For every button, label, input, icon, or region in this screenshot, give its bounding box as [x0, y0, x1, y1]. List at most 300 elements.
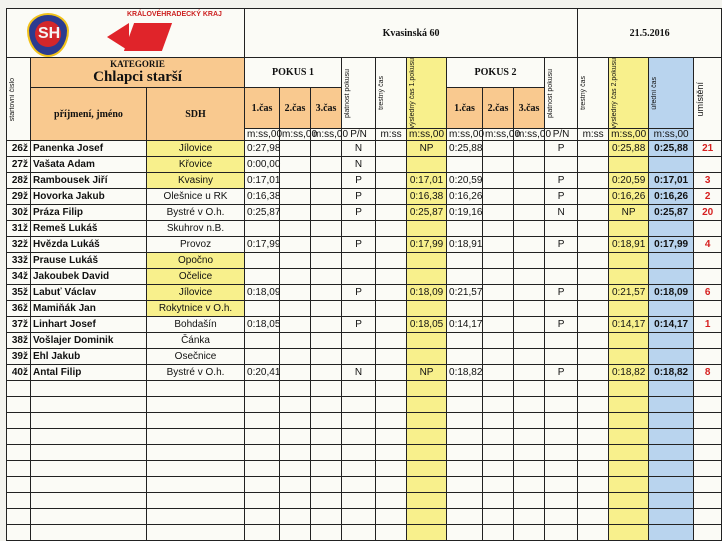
pokus1-vysledny [407, 301, 447, 317]
table-cell [694, 413, 722, 429]
competitor-name: Rambousek Jiří [31, 173, 147, 189]
table-cell [545, 525, 578, 541]
pokus2-cas1 [447, 221, 483, 237]
pokus2-platnost: N [545, 205, 578, 221]
pokus1-cas2 [280, 365, 311, 381]
table-cell [407, 461, 447, 477]
table-cell [483, 381, 514, 397]
pokus2-vysledny: 0:16,26 [609, 189, 649, 205]
table-row [7, 157, 722, 173]
uredni-cas: 0:25,87 [649, 205, 694, 221]
pokus2-trestny [578, 141, 609, 157]
pokus2-trestny [578, 237, 609, 253]
pokus2-cas3 [514, 317, 545, 333]
table-cell [609, 429, 649, 445]
pokus2-cas1: 0:19,16 [447, 205, 483, 221]
table-cell [245, 477, 280, 493]
pokus1-vysledny: NP [407, 365, 447, 381]
pokus1-platnost [342, 221, 376, 237]
table-cell [245, 493, 280, 509]
table-row [7, 205, 722, 221]
table-cell [280, 445, 311, 461]
table-cell [483, 445, 514, 461]
table-cell [311, 381, 342, 397]
empty-row [7, 461, 722, 477]
table-cell [545, 509, 578, 525]
pokus1-cas3 [311, 285, 342, 301]
pokus1-trestny [376, 157, 407, 173]
table-cell [147, 397, 245, 413]
table-row [7, 317, 722, 333]
pokus1-vysledny: 0:25,87 [407, 205, 447, 221]
pokus2-cas1: 0:18,91 [447, 237, 483, 253]
table-cell [447, 445, 483, 461]
pokus1-platnost [342, 253, 376, 269]
pokus1-vysledny: 0:16,38 [407, 189, 447, 205]
table-cell [376, 525, 407, 541]
table-row [7, 173, 722, 189]
pokus2-cas2 [483, 365, 514, 381]
table-row [7, 221, 722, 237]
table-cell [147, 509, 245, 525]
table-cell [7, 461, 31, 477]
table-cell [31, 429, 147, 445]
table-cell [649, 397, 694, 413]
pokus1-cas1: 0:25,87 [245, 205, 280, 221]
table-cell [342, 525, 376, 541]
sdh-name: Bohdašín [147, 317, 245, 333]
pokus1-cas2 [280, 237, 311, 253]
pokus2-cas1 [447, 157, 483, 173]
table-cell [311, 413, 342, 429]
start-number: 35ž [7, 285, 31, 301]
empty-row [7, 525, 722, 541]
pokus2-cas2 [483, 317, 514, 333]
placement: 21 [694, 141, 722, 157]
table-row [7, 301, 722, 317]
table-cell [447, 381, 483, 397]
uredni-cas [649, 157, 694, 173]
pokus1-cas2 [280, 285, 311, 301]
table-cell [649, 413, 694, 429]
pokus2-cas1: 0:25,88 [447, 141, 483, 157]
pokus2-cas3 [514, 333, 545, 349]
table-cell [376, 445, 407, 461]
table-cell [407, 525, 447, 541]
pokus1-cas3 [311, 205, 342, 221]
pokus1-trestny [376, 173, 407, 189]
start-number: 40ž [7, 365, 31, 381]
competitor-name: Mamiňák Jan [31, 301, 147, 317]
pokus2-vysledny [609, 269, 649, 285]
pokus1-platnost: N [342, 141, 376, 157]
empty-row [7, 381, 722, 397]
pokus2-cas3 [514, 237, 545, 253]
pokus1-vysledny [407, 157, 447, 173]
competitor-name: Prause Lukáš [31, 253, 147, 269]
pokus2-trestny [578, 301, 609, 317]
table-cell [147, 493, 245, 509]
pokus2-trestny [578, 349, 609, 365]
table-cell [7, 413, 31, 429]
pokus1-cas1 [245, 333, 280, 349]
pokus2-cas3 [514, 301, 545, 317]
pokus2-cas2 [483, 157, 514, 173]
pokus2-platnost: P [545, 173, 578, 189]
table-cell [280, 381, 311, 397]
table-cell [280, 493, 311, 509]
placement: 8 [694, 365, 722, 381]
pokus2-cas3 [514, 253, 545, 269]
pokus1-cas1: 0:00,00 [245, 157, 280, 173]
table-cell [649, 509, 694, 525]
start-number: 28ž [7, 173, 31, 189]
competitor-name: Antal Filip [31, 365, 147, 381]
pokus2-platnost: P [545, 141, 578, 157]
table-cell [376, 381, 407, 397]
table-cell [514, 509, 545, 525]
table-cell [514, 493, 545, 509]
table-cell [31, 509, 147, 525]
pokus2-vysledny: 0:18,91 [609, 237, 649, 253]
table-cell [407, 493, 447, 509]
start-number: 38ž [7, 333, 31, 349]
placement [694, 269, 722, 285]
pokus1-cas3 [311, 157, 342, 173]
sdh-name: Rokytnice v O.h. [147, 301, 245, 317]
table-cell [578, 477, 609, 493]
table-cell [31, 381, 147, 397]
table-cell [483, 493, 514, 509]
table-cell [545, 429, 578, 445]
pokus1-cas1: 0:27,98 [245, 141, 280, 157]
table-cell [280, 477, 311, 493]
table-row [7, 333, 722, 349]
table-cell [342, 397, 376, 413]
table-cell [7, 509, 31, 525]
pokus2-platnost: P [545, 317, 578, 333]
pokus2-platnost: P [545, 237, 578, 253]
results-table: SH KRÁLOVÉHRADECKÝ KRAJ Kvasinská 60 21.5.2016 startovní číslo KATEGORIE Chlapci starší POKUS 1 platnost pokusu trestný čas výsledný čas 1.pokusu POKUS 2 platnost pokusu trestný čas výsledný čas 2.pokusu úřední čas umístění příjmení, jméno SDH 1.čas 2.čas 3.čas 1.čas 2.čas 3.čas m:ss,00 m:ss,00 m:ss,00 P/N m:ss m:ss,00 m:ss,00 m:ss,00 m:ss,00 P/N m:ss m:ss,00 m:ss,00 26ž Panenka Josef Jílovice 0:27,98 N NP 0:25,88 P 0:25,88 0:25,88 21 27ž Vašata Adam Křovice 0:00,00 N 28ž Rambousek Jiří Kvasiny 0:17,01 P 0:17,01 0:20,59 P 0:20,59 0:17,01 3 29ž Hovorka Jakub Olešnice u RK 0:16,38 P 0:16,38 0:16,26 P 0:16,26 0:16,26 2 30ž Práza Filip Bystré v O.h. 0:25,87 P 0:25,87 0:19,16 N NP 0:25,87 20 31ž Remeš Lukáš Skuhrov n.B. 32ž Hvězda Lukáš Provoz 0:17,99 P 0:17,99 0:18,91 P 0:18,91 0:17,99 4 33ž Prause Lukáš Opočno 34ž Jakoubek David Očelice 35ž Labuť Václav Jílovice 0:18,09 P 0:18,09 0:21,57 P 0:21,57 0:18,09 6 36ž Mamiňák Jan Rokytnice v O.h. 37ž Linhart Josef Bohdašín 0:18,05 P 0:18,05 0:14,17 P 0:14,17 0:14,17 1 38ž Vošlajer Dominik Čánka 39ž Ehl Jakub Osečnice 40ž Antal Filip Bystré v O.h. 0:20,41 N NP 0:18,82 P 0:18,82 0:18,82 8 [6, 8, 722, 541]
sdh-name: Olešnice u RK [147, 189, 245, 205]
pokus2-platnost [545, 253, 578, 269]
pokus2-platnost: P [545, 365, 578, 381]
competitor-name: Práza Filip [31, 205, 147, 221]
pokus1-cas2 [280, 205, 311, 221]
pokus1-trestny [376, 221, 407, 237]
pokus2-cas1 [447, 269, 483, 285]
pokus2-cas1 [447, 333, 483, 349]
pokus2-trestny [578, 173, 609, 189]
table-cell [609, 461, 649, 477]
pokus2-trestny [578, 189, 609, 205]
table-cell [609, 381, 649, 397]
pokus1-cas3 [311, 237, 342, 253]
pokus2-vysledny [609, 221, 649, 237]
pokus1-trestny [376, 317, 407, 333]
table-cell [280, 461, 311, 477]
pokus2-vysledny: 0:25,88 [609, 141, 649, 157]
table-cell [578, 525, 609, 541]
start-number: 32ž [7, 237, 31, 253]
placement [694, 333, 722, 349]
table-cell [649, 445, 694, 461]
table-cell [31, 413, 147, 429]
table-cell [407, 477, 447, 493]
table-cell [31, 525, 147, 541]
pokus1-cas1: 0:18,09 [245, 285, 280, 301]
table-cell [376, 461, 407, 477]
table-cell [311, 445, 342, 461]
pokus2-cas2 [483, 349, 514, 365]
pokus2-trestny [578, 333, 609, 349]
pokus1-cas1: 0:17,01 [245, 173, 280, 189]
pokus2-vysledny [609, 253, 649, 269]
table-cell [545, 413, 578, 429]
pokus1-vysledny [407, 333, 447, 349]
pokus1-platnost: N [342, 365, 376, 381]
pokus2-cas3 [514, 141, 545, 157]
table-cell [311, 429, 342, 445]
uredni-cas: 0:14,17 [649, 317, 694, 333]
pokus2-cas2 [483, 285, 514, 301]
pokus2-vysledny: 0:20,59 [609, 173, 649, 189]
table-cell [342, 461, 376, 477]
sdh-header: SDH [147, 88, 245, 141]
pokus2-cas3 [514, 221, 545, 237]
empty-row [7, 429, 722, 445]
pokus1-vysledny [407, 221, 447, 237]
pokus2-platnost [545, 269, 578, 285]
table-cell [649, 381, 694, 397]
table-cell [31, 477, 147, 493]
competitor-name: Labuť Václav [31, 285, 147, 301]
pokus1-cas3 [311, 349, 342, 365]
sdh-name: Opočno [147, 253, 245, 269]
pokus2-cas1: 0:20,59 [447, 173, 483, 189]
table-cell [578, 509, 609, 525]
pokus1-trestny [376, 237, 407, 253]
pokus2-cas2 [483, 205, 514, 221]
uredni-cas [649, 269, 694, 285]
pokus1-cas2 [280, 189, 311, 205]
placement: 4 [694, 237, 722, 253]
table-cell [545, 445, 578, 461]
start-number: 39ž [7, 349, 31, 365]
table-cell [514, 445, 545, 461]
table-cell [514, 525, 545, 541]
pokus1-vysledny [407, 269, 447, 285]
pokus2-platnost [545, 301, 578, 317]
table-row [7, 365, 722, 381]
table-cell [147, 461, 245, 477]
uredni-cas: 0:25,88 [649, 141, 694, 157]
sdh-name: Kvasiny [147, 173, 245, 189]
pokus2-cas1: 0:18,82 [447, 365, 483, 381]
start-number: 27ž [7, 157, 31, 173]
table-cell [31, 445, 147, 461]
table-cell [245, 525, 280, 541]
results-body [7, 141, 722, 541]
pokus2-cas3 [514, 269, 545, 285]
placement: 1 [694, 317, 722, 333]
sh-logo-icon: SH [27, 13, 69, 57]
page-title: Kvasinská 60 [245, 9, 578, 58]
table-cell [342, 445, 376, 461]
table-cell [694, 429, 722, 445]
pokus1-cas3 [311, 221, 342, 237]
pokus1-vysledny: 0:17,01 [407, 173, 447, 189]
pokus2-platnost: P [545, 285, 578, 301]
table-cell [147, 413, 245, 429]
pokus1-cas1: 0:17,99 [245, 237, 280, 253]
pokus2-header: POKUS 2 [447, 58, 545, 88]
pokus1-cas3 [311, 269, 342, 285]
pokus2-cas2 [483, 221, 514, 237]
pokus2-platnost [545, 221, 578, 237]
pokus1-platnost [342, 333, 376, 349]
placement: 20 [694, 205, 722, 221]
pokus1-cas1: 0:16,38 [245, 189, 280, 205]
table-cell [280, 525, 311, 541]
pokus2-cas2 [483, 173, 514, 189]
table-cell [447, 429, 483, 445]
table-cell [245, 397, 280, 413]
sdh-name: Očelice [147, 269, 245, 285]
pokus1-trestny [376, 269, 407, 285]
pokus2-cas3 [514, 157, 545, 173]
table-cell [376, 397, 407, 413]
table-cell [376, 413, 407, 429]
pokus2-platnost [545, 349, 578, 365]
table-cell [342, 477, 376, 493]
placement [694, 157, 722, 173]
table-cell [545, 493, 578, 509]
competitor-name: Ehl Jakub [31, 349, 147, 365]
table-cell [311, 397, 342, 413]
table-cell [280, 509, 311, 525]
table-cell [280, 429, 311, 445]
table-cell [694, 525, 722, 541]
table-row [7, 285, 722, 301]
table-cell [609, 509, 649, 525]
name-header: příjmení, jméno [31, 88, 147, 141]
start-number: 36ž [7, 301, 31, 317]
table-cell [245, 429, 280, 445]
table-cell [694, 397, 722, 413]
placement [694, 253, 722, 269]
table-cell [447, 413, 483, 429]
pokus1-cas2 [280, 221, 311, 237]
pokus1-cas3 [311, 173, 342, 189]
start-number: 37ž [7, 317, 31, 333]
pokus2-cas1 [447, 253, 483, 269]
table-cell [447, 509, 483, 525]
start-number: 26ž [7, 141, 31, 157]
table-cell [578, 413, 609, 429]
competitor-name: Hvězda Lukáš [31, 237, 147, 253]
placement [694, 301, 722, 317]
pokus1-cas2 [280, 173, 311, 189]
start-number: 30ž [7, 205, 31, 221]
table-cell [407, 397, 447, 413]
table-cell [245, 461, 280, 477]
pokus1-platnost: P [342, 285, 376, 301]
pokus2-cas2 [483, 333, 514, 349]
pokus1-vysledny: 0:18,05 [407, 317, 447, 333]
table-cell [31, 461, 147, 477]
table-cell [578, 461, 609, 477]
pokus1-trestny [376, 365, 407, 381]
uredni-cas [649, 221, 694, 237]
table-cell [280, 413, 311, 429]
table-cell [649, 477, 694, 493]
pokus1-cas1: 0:18,05 [245, 317, 280, 333]
table-cell [483, 397, 514, 413]
pokus1-cas1 [245, 349, 280, 365]
pokus1-trestny [376, 333, 407, 349]
sdh-name: Jílovice [147, 285, 245, 301]
table-cell [280, 397, 311, 413]
pokus2-trestny [578, 269, 609, 285]
pokus2-vysledny [609, 333, 649, 349]
table-cell [245, 509, 280, 525]
pokus2-cas3 [514, 365, 545, 381]
table-cell [609, 477, 649, 493]
pokus1-trestny [376, 141, 407, 157]
sdh-name: Bystré v O.h. [147, 365, 245, 381]
pokus2-cas2 [483, 237, 514, 253]
table-cell [342, 413, 376, 429]
table-cell [31, 397, 147, 413]
table-cell [545, 461, 578, 477]
table-cell [447, 525, 483, 541]
table-cell [609, 493, 649, 509]
pokus1-cas2 [280, 157, 311, 173]
table-cell [311, 525, 342, 541]
pokus2-cas3 [514, 285, 545, 301]
pokus1-cas2 [280, 253, 311, 269]
pokus2-cas1 [447, 349, 483, 365]
pokus2-vysledny [609, 157, 649, 173]
table-cell [342, 493, 376, 509]
table-cell [147, 381, 245, 397]
pokus1-cas3 [311, 317, 342, 333]
table-cell [649, 429, 694, 445]
table-cell [483, 429, 514, 445]
category-cell: KATEGORIE Chlapci starší [31, 58, 245, 88]
pokus2-vysledny [609, 349, 649, 365]
table-cell [407, 429, 447, 445]
start-number: 34ž [7, 269, 31, 285]
table-cell [609, 397, 649, 413]
table-cell [407, 509, 447, 525]
pokus1-cas2 [280, 301, 311, 317]
start-number: 29ž [7, 189, 31, 205]
pokus1-cas2 [280, 269, 311, 285]
pokus2-platnost: P [545, 189, 578, 205]
pokus1-trestny [376, 301, 407, 317]
uredni-cas: 0:18,82 [649, 365, 694, 381]
table-cell [609, 525, 649, 541]
pokus2-trestny [578, 221, 609, 237]
empty-row [7, 477, 722, 493]
table-cell [514, 429, 545, 445]
table-cell [447, 461, 483, 477]
table-cell [407, 381, 447, 397]
pokus1-trestny [376, 349, 407, 365]
pokus2-cas1: 0:21,57 [447, 285, 483, 301]
